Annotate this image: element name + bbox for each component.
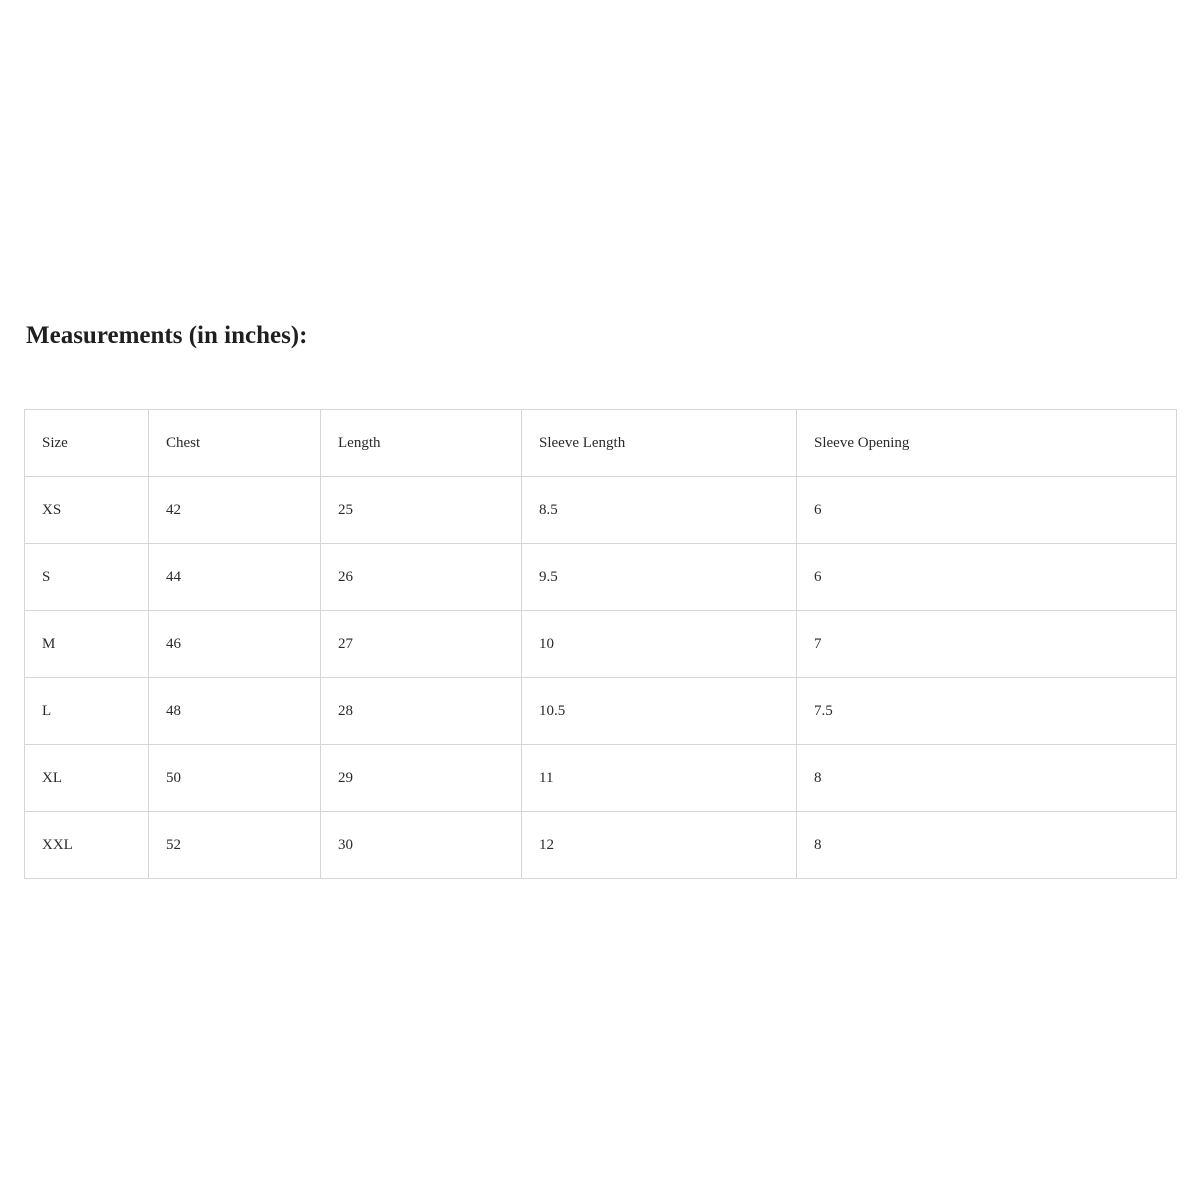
- table-row: [25, 745, 1177, 812]
- cell-length: 25: [321, 477, 522, 544]
- header-length: Length: [321, 410, 522, 477]
- header-sleeve-length: Sleeve Length: [522, 410, 797, 477]
- cell-sleeve-length: 10.5: [522, 678, 797, 745]
- header-size: Size: [25, 410, 149, 477]
- cell-size: L: [25, 678, 149, 745]
- cell-size: XXL: [25, 812, 149, 879]
- cell-chest: 44: [149, 544, 321, 611]
- table-row: [25, 477, 1177, 544]
- cell-chest: 48: [149, 678, 321, 745]
- cell-size: S: [25, 544, 149, 611]
- cell-sleeve-opening: 6: [797, 544, 1177, 611]
- header-chest: Chest: [149, 410, 321, 477]
- cell-length: 26: [321, 544, 522, 611]
- cell-sleeve-length: 10: [522, 611, 797, 678]
- cell-sleeve-opening: 7: [797, 611, 1177, 678]
- table-row: [25, 678, 1177, 745]
- table-row: [25, 611, 1177, 678]
- size-chart-table: [24, 409, 1177, 879]
- cell-length: 28: [321, 678, 522, 745]
- cell-sleeve-length: 12: [522, 812, 797, 879]
- cell-length: 29: [321, 745, 522, 812]
- cell-length: 27: [321, 611, 522, 678]
- cell-chest: 46: [149, 611, 321, 678]
- cell-sleeve-opening: 7.5: [797, 678, 1177, 745]
- cell-sleeve-length: 8.5: [522, 477, 797, 544]
- cell-size: XL: [25, 745, 149, 812]
- cell-sleeve-length: 11: [522, 745, 797, 812]
- cell-chest: 50: [149, 745, 321, 812]
- cell-size: XS: [25, 477, 149, 544]
- cell-chest: 42: [149, 477, 321, 544]
- cell-sleeve-opening: 8: [797, 812, 1177, 879]
- table-row: [25, 544, 1177, 611]
- cell-chest: 52: [149, 812, 321, 879]
- cell-sleeve-opening: 8: [797, 745, 1177, 812]
- cell-length: 30: [321, 812, 522, 879]
- table-row: [25, 812, 1177, 879]
- header-sleeve-opening: Sleeve Opening: [797, 410, 1177, 477]
- cell-sleeve-length: 9.5: [522, 544, 797, 611]
- cell-sleeve-opening: 6: [797, 477, 1177, 544]
- page-title: Measurements (in inches):: [26, 322, 308, 349]
- table-header-row: [25, 410, 1177, 477]
- cell-size: M: [25, 611, 149, 678]
